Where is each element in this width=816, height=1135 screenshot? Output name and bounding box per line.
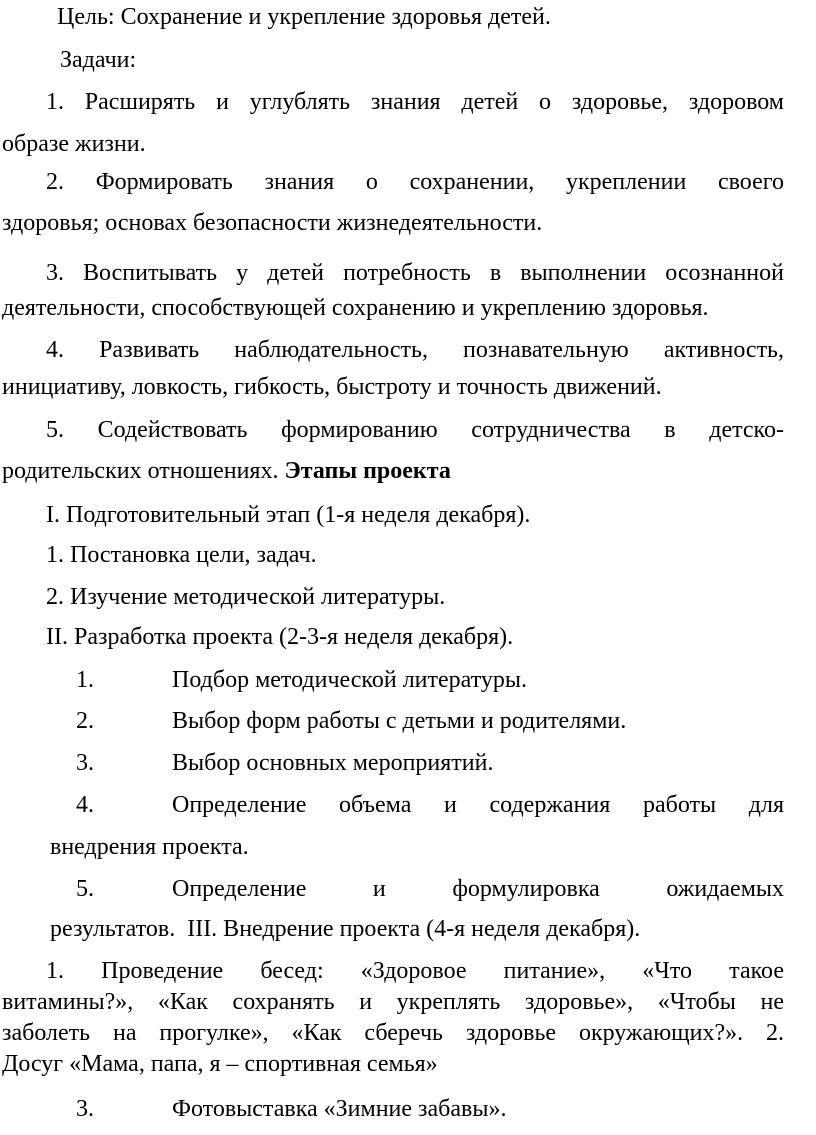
- stage2-item-1-num: 1.: [76, 667, 94, 693]
- task-2-line2: здоровья; основах безопасности жизнедеятельности.: [2, 210, 543, 236]
- goal-text: Цель: Сохранение и укрепление здоровья детей.: [57, 4, 551, 30]
- task-5-line2: [2, 456, 816, 486]
- stage2-item-3-num: 3.: [76, 750, 94, 776]
- stage3-item1-line2: витамины?», «Как сохранять и укреплять здоровье», «Чтобы не: [2, 989, 784, 1015]
- stage2-item-1-text: Подбор методической литературы.: [172, 667, 527, 693]
- task-3-line2: деятельности, способствующей сохранению и укреплению здоровья.: [2, 295, 709, 321]
- stage3-item-3-text: Фотовыставка «Зимние забавы».: [172, 1096, 507, 1122]
- stage2-item-5-cont-text: результатов.: [50, 916, 176, 942]
- task-2-line1: 2. Формировать знания о сохранении, укреплении своего: [46, 169, 784, 195]
- stages-heading: Этапы проекта: [284, 458, 451, 484]
- tasks-title: Задачи:: [60, 47, 137, 73]
- stage2-item-3-text: Выбор основных мероприятий.: [172, 750, 494, 776]
- task-1-line2: образе жизни.: [2, 131, 146, 157]
- stage2-item-2-text: Выбор форм работы с детьми и родителями.: [172, 708, 627, 734]
- stage3-item1-line4: Досуг «Мама, папа, я – спортивная семья»: [2, 1051, 438, 1077]
- task-3-line1: 3. Воспитывать у детей потребность в выполнении осознанной: [46, 260, 784, 286]
- stage2-item-4-text: Определение объема и содержания работы для: [172, 792, 784, 818]
- task-1-line1: 1. Расширять и углублять знания детей о здоровье, здоровом: [46, 89, 784, 115]
- stage2-item-5-cont: [50, 914, 816, 944]
- stage2-item-2-num: 2.: [76, 708, 94, 734]
- stage2-item-4-cont: внедрения проекта.: [50, 834, 249, 860]
- task-4-line2: инициативу, ловкость, гибкость, быстроту и точность движений.: [2, 374, 662, 400]
- stage2-item-4-num: 4.: [76, 792, 94, 818]
- stage2-item-5-num: 5.: [76, 876, 94, 902]
- stage1-item-2: 2. Изучение методической литературы.: [46, 584, 446, 610]
- stage2-title: II. Разработка проекта (2-3-я неделя декабря).: [46, 624, 514, 650]
- task-5-line2-text: родительских отношениях.: [2, 458, 279, 484]
- stage3-item-3-num: 3.: [76, 1096, 94, 1122]
- stage1-title: I. Подготовительный этап (1-я неделя декабря).: [46, 502, 531, 528]
- stage3-item1-line3: заболеть на прогулке», «Как сберечь здоровье окружающих?». 2.: [2, 1020, 784, 1046]
- stage3-title: III. Внедрение проекта (4-я неделя декабря).: [187, 916, 641, 942]
- stage3-item1-line1: 1. Проведение бесед: «Здоровое питание», «Что такое: [46, 958, 784, 984]
- task-4-line1: 4. Развивать наблюдательность, познавательную активность,: [46, 337, 784, 363]
- stage1-item-1: 1. Постановка цели, задач.: [46, 542, 317, 568]
- stage2-item-5-text: Определение и формулировка ожидаемых: [172, 876, 784, 902]
- task-5-line1: 5. Содействовать формированию сотрудничества в детско-: [46, 417, 784, 443]
